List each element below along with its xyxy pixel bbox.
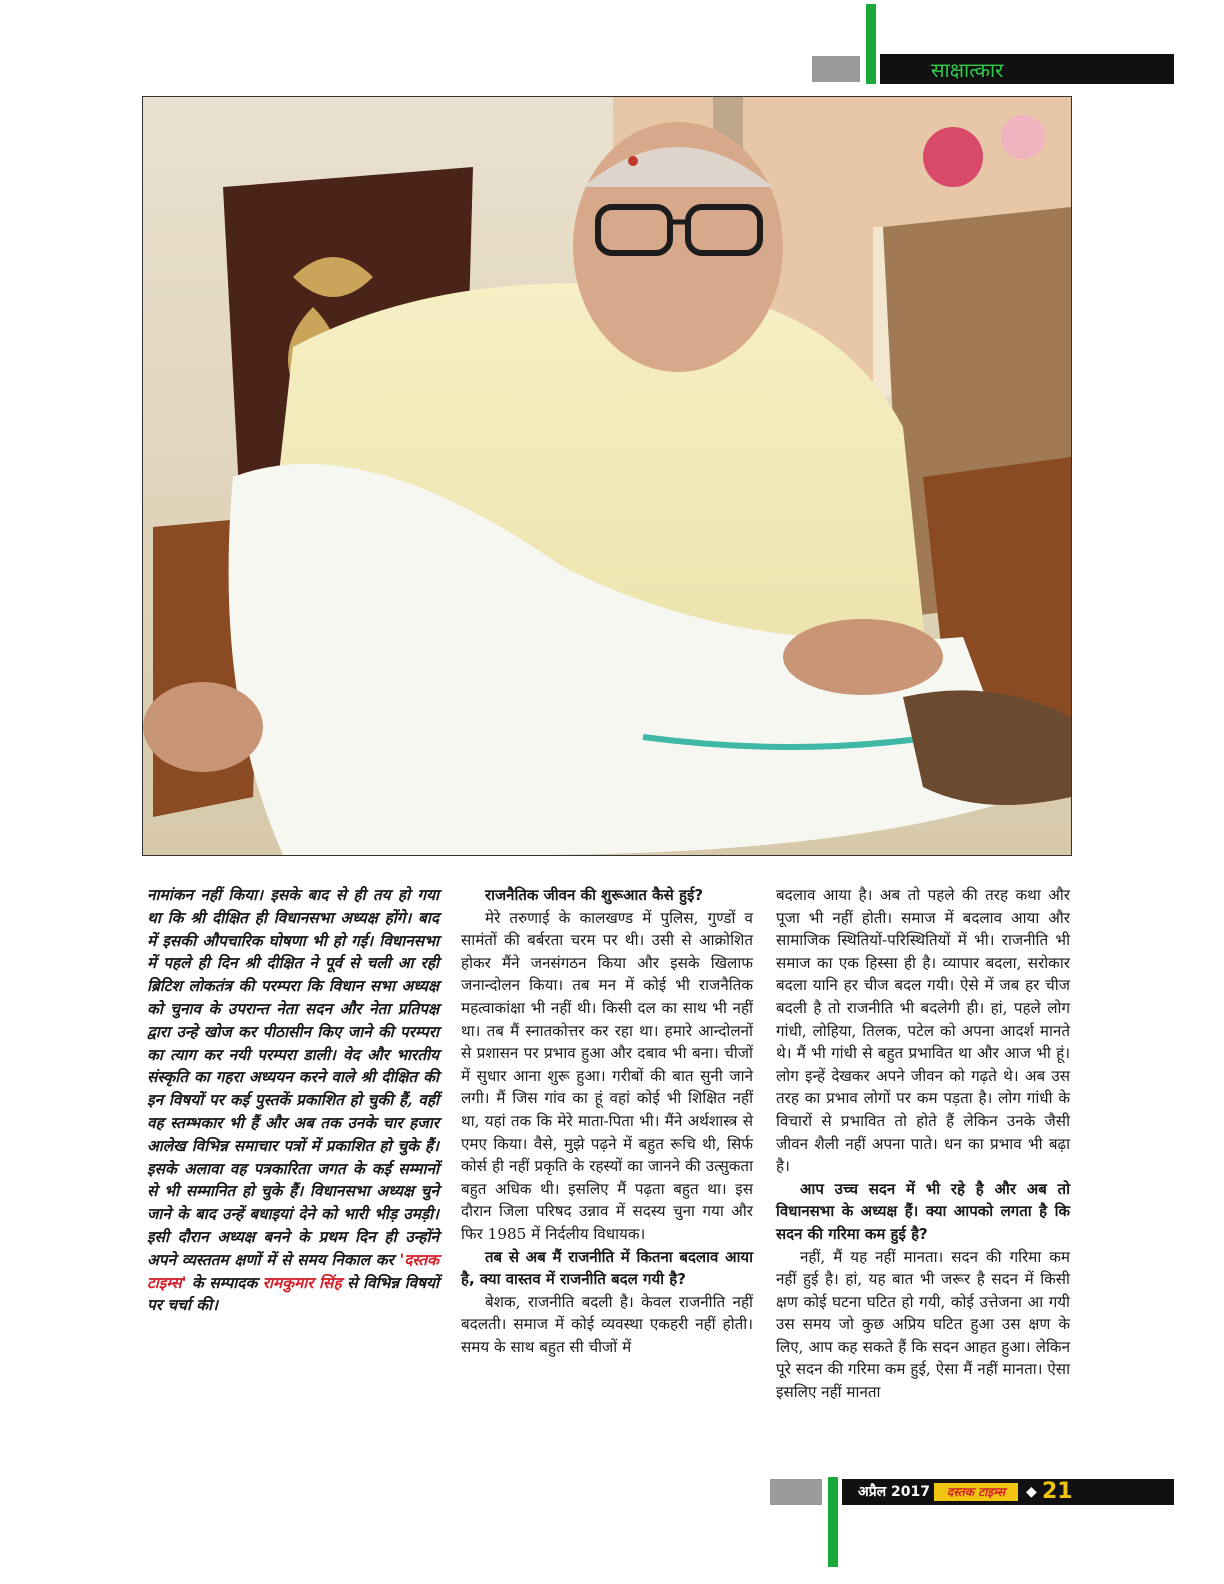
portrait-photo-icon xyxy=(143,97,1071,855)
header-gray-block xyxy=(812,56,860,82)
magazine-logo: दस्तक टाइम्स xyxy=(934,1483,1018,1501)
section-title: साक्षात्कार xyxy=(931,58,1004,82)
footer-separator-icon: ◆ xyxy=(1026,1484,1037,1500)
intro-text-a: नामांकन नहीं किया। इसके बाद से ही तय हो गया था कि श्री दीक्षित ही विधानसभा अध्यक्ष होंगे। बाद में इसकी औपचारिक घोषणा भी हो गई। विधानसभा में पहले ही दिन श्री दीक्षित ने पूर्व से चली आ रही ब्रिटिश लोकतंत्र की परम्परा कि विधान सभा अध्यक्ष को चुनाव के उपरान्त नेता सदन और नेता प्रतिपक्ष द्वारा उन्हे खोज कर पीठासीन किए जाने की परम्परा का त्याग कर नयी परम्परा डाली। वेद और भारतीय संस्कृति का गहरा अध्ययन करने वाले श्री दीक्षित की इन विषयों पर कई पुस्तकें प्रकाशित हो चुकी हैं, वहीं वह स्तम्भकार भी हैं और अब तक उनके चार हजार आलेख विभिन्न समाचार पत्रों में प्रकाशित हो चुके हैं। इसके अलावा वह पत्रकारिता जगत के कई सम्मानों से भी सम्मानित हो चुके हैं। विधानसभा अध्यक्ष चुने जाने के बाद उन्हें बधाइयां देने को भारी भीड़ उमड़ी। इसी दौरान अध्यक्ष बनने के प्रथम दिन ही उन्होंने अपने व्यस्ततम क्षणों में से समय निकाल कर xyxy=(147,886,439,1269)
magazine-name: 'दस्तक टाइम्स' xyxy=(147,1250,439,1292)
portrait-photo xyxy=(142,96,1072,856)
intro-text-c: से विभिन्न विषयों पर चर्चा की। xyxy=(147,1273,439,1315)
issue-date: अप्रैल 2017 xyxy=(858,1484,930,1500)
answer-2: बेशक, राजनीति बदली है। केवल राजनीति नहीं बदलती। समाज में कोई व्यवस्था एकहरी नहीं होती। समय के साथ बहुत सी चीजों में xyxy=(461,1292,753,1356)
intro-column xyxy=(147,884,439,1317)
question-3: आप उच्च सदन में भी रहे है और अब तो विधानसभा के अध्यक्ष हैं। क्या आपको लगता है कि सदन की गरिमा कम हुई है? xyxy=(776,1179,1070,1243)
footer-gray-block xyxy=(770,1479,822,1505)
interview-column-2 xyxy=(461,884,753,1358)
editor-name: रामकुमार सिंह xyxy=(262,1273,342,1292)
header-accent-bar xyxy=(866,4,876,84)
intro-paragraph xyxy=(147,884,439,1317)
answer-3: नहीं, मैं यह नहीं मानता। सदन की गरिमा कम नहीं हुई है। हां, यह बात भी जरूर है सदन में किसी क्षण कोई घटना घटित हो गयी, कोई उत्तेजना आ गयी उस समय जो कुछ अप्रिय घटित हुआ उस क्षण के लिए, आप कह सकते हैं कि सदन आहत हुआ। लेकिन पूरे सदन की गरिमा कम हुई, ऐसा मैं नहीं मानता। ऐसा इसलिए नहीं मानता xyxy=(776,1247,1070,1402)
page-number: 21 xyxy=(1042,1479,1073,1504)
question-2: तब से अब मैं राजनीति में कितना बदलाव आया है, क्या वास्तव में राजनीति बदल गयी है? xyxy=(461,1247,753,1289)
question-1: राजनैतिक जीवन की शुरूआत कैसे हुई? xyxy=(485,886,704,904)
footer-accent-bar xyxy=(828,1477,838,1567)
header-section-bar xyxy=(880,54,1174,84)
interview-column-3 xyxy=(776,884,1070,1404)
intro-text-b: के सम्पादक xyxy=(186,1273,263,1292)
answer-2-continued: बदलाव आया है। अब तो पहले की तरह कथा और पूजा भी नहीं होती। समाज में बदलाव आया और सामाजिक स्थितियों-परिस्थितियों में भी। राजनीति भी समाज का एक हिस्सा ही है। व्यापार बदला, सरोकार बदला यानि हर चीज बदल गयी। ऐसे में जब हर चीज बदली है तो राजनीति भी बदलेगी ही। हां, पहले लोग गांधी, लोहिया, तिलक, पटेल को अपना आदर्श मानते थे। मैं भी गांधी से बहुत प्रभावित था और आज भी हूं। लोग इन्हें देखकर अपने जीवन को गढ़ते थे। अब उस तरह का प्रभाव लोगों पर कम पड़ता है। लोग गांधी के विचारों से प्रभावित तो होते हैं लेकिन उनके जैसी जीवन शैली नहीं अपना पाते। धन का प्रभाव भी बढ़ा है। xyxy=(776,886,1070,1176)
answer-1: मेरे तरुणाई के कालखण्ड में पुलिस, गुण्डों व सामंतों की बर्बरता चरम पर थी। उसी से आक्रोशित होकर मैंने जनसंगठन किया और इसके खिलाफ जनान्दोलन किया। तब मन में कोई भी राजनैतिक महत्वाकांक्षा भी नहीं थी। किसी दल का साथ भी नहीं था। तब मैं स्नातकोत्तर कर रहा था। हमारे आन्दोलनों से प्रशासन पर प्रभाव हुआ और दबाव भी बना। चीजों में सुधार आना शुरू हुआ। गरीबों की बात सुनी जाने लगी। मैं जिस गांव का हूं वहां कोई भी शिक्षित नहीं था, यहां तक कि मेरे माता-पिता भी। मैंने अर्थशास्त्र से एमए किया। वैसे, मुझे पढ़ने में बहुत रूचि थी, सिर्फ कोर्स ही नहीं प्रकृति के रहस्यों का जानने की उत्सुकता बहुत अधिक थी। इसलिए मैं पढ़ता बहुत था। इस दौरान जिला परिषद उन्नाव में सदस्य चुना गया और फिर 1985 में निर्दलीय विधायक। xyxy=(461,908,753,1243)
